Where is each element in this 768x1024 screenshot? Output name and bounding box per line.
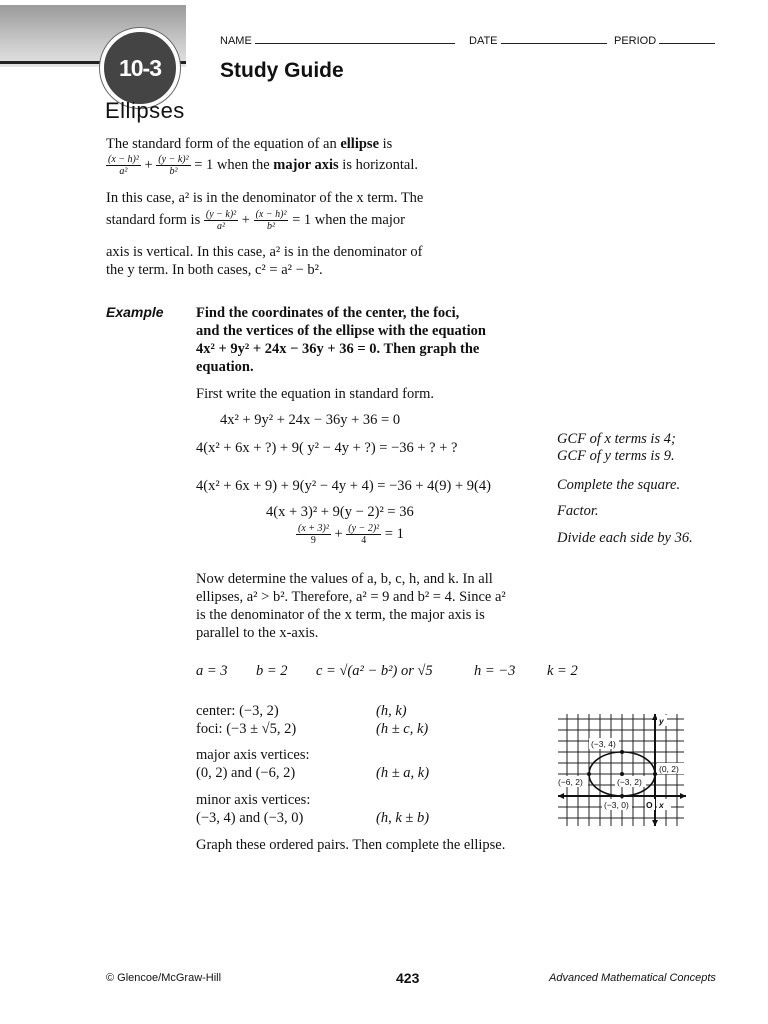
point-center bbox=[620, 772, 624, 776]
period-label: PERIOD bbox=[614, 35, 657, 47]
value-b: b = 2 bbox=[256, 663, 288, 679]
intro-line-6: the y term. In both cases, c² = a² − b². bbox=[106, 262, 323, 278]
result-major-formula: (h ± a, k) bbox=[376, 765, 430, 781]
footer-copyright: © Glencoe/McGraw-Hill bbox=[106, 972, 222, 984]
date-line[interactable] bbox=[501, 33, 607, 44]
page-title: Study Guide bbox=[220, 59, 344, 82]
equation-1: 4x² + 9y² + 24x − 36y + 36 = 0 bbox=[220, 412, 401, 428]
date-label: DATE bbox=[469, 35, 498, 47]
result-minor-vertices: minor axis vertices: (−3, 4) and (−3, 0) bbox=[196, 792, 311, 826]
page-number: 423 bbox=[396, 970, 420, 986]
x-axis-arrow bbox=[680, 793, 686, 799]
note-complete-square: Complete the square. bbox=[557, 477, 681, 493]
intro-line-1: The standard form of the equation of an ellipse is bbox=[106, 136, 393, 152]
intro-line-2: $\frac{\text{(x − h)²}}{\text{a²}}$ + $\frac{\text{(y − k)²}}{\text{b²}}$ = 1 when the major axis is horizontal. bbox=[108, 154, 419, 177]
result-center-foci-formula: (h, k) (h ± c, k) bbox=[376, 703, 429, 737]
value-c: c = √(a² − b²) or √5 bbox=[316, 663, 433, 679]
intro-line-5: axis is vertical. In this case, a² is in the denominator of bbox=[106, 244, 423, 260]
name-field bbox=[220, 33, 455, 47]
note-gcf: GCF of x terms is 4; GCF of y terms is 9. bbox=[557, 431, 676, 464]
origin-label: O bbox=[646, 800, 653, 810]
value-k: k = 2 bbox=[547, 663, 578, 679]
example-prompt: Find the coordinates of the center, the foci, and the vertices of the ellipse with the equation 4x² + 9y² + 24x − 36y + 36 = 0. Then graph the equation. bbox=[196, 305, 486, 375]
intro-line-4: standard form is $\frac{\text{(y − k)²}}{\text{a²}}$ + $\frac{\text{(x − h)²}}{\text{b²}}$ = 1 when the major bbox=[106, 209, 405, 232]
note-factor: Factor. bbox=[557, 503, 599, 519]
lesson-title: Ellipses bbox=[105, 98, 185, 123]
period-line[interactable] bbox=[659, 33, 715, 44]
lesson-badge: 10-3 bbox=[100, 28, 180, 108]
name-label: NAME bbox=[220, 35, 252, 47]
value-a: a = 3 bbox=[196, 663, 228, 679]
point-major-right bbox=[653, 772, 657, 776]
equation-2: 4(x² + 6x + ?) + 9( y² − 4y + ?) = −36 + ? + ? bbox=[196, 440, 458, 456]
period-field bbox=[614, 33, 715, 47]
y-axis-label: y bbox=[659, 716, 664, 726]
equation-4: 4(x + 3)² + 9(y − 2)² = 36 bbox=[266, 504, 414, 520]
label-0-2: (0, 2) bbox=[659, 764, 679, 774]
label-minus3-4: (−3, 4) bbox=[591, 739, 616, 749]
y-axis-arrow-down bbox=[652, 820, 658, 826]
x-axis-arrow-left bbox=[558, 793, 564, 799]
intro-line-3: In this case, a² is in the denominator of the x term. The bbox=[106, 190, 424, 206]
example-label: Example bbox=[106, 304, 164, 320]
note-divide: Divide each side by 36. bbox=[557, 530, 693, 546]
values-paragraph: Now determine the values of a, b, c, h, and k. In all ellipses, a² > b². Therefore, a² = 9 and b² = 4. Since a² is the denominator of the x term, the major axis is parallel to the x-axis. bbox=[196, 571, 506, 641]
ellipse-graph bbox=[556, 712, 688, 828]
x-axis-label: x bbox=[659, 800, 664, 810]
result-minor-formula: (h, k ± b) bbox=[376, 810, 430, 826]
point-major-left bbox=[587, 772, 591, 776]
equation-5: $\frac{\text{(x + 3)²}}{9}$ + $\frac{\text{(y − 2)²}}{4}$ = 1 bbox=[298, 523, 404, 546]
point-minor-bottom bbox=[620, 794, 624, 798]
name-line[interactable] bbox=[255, 33, 455, 44]
equation-3: 4(x² + 6x + 9) + 9(y² − 4y + 4) = −36 + 4(9) + 9(4) bbox=[196, 478, 491, 494]
step-intro: First write the equation in standard form. bbox=[196, 386, 434, 402]
value-h: h = −3 bbox=[474, 663, 516, 679]
result-major-vertices: major axis vertices: (0, 2) and (−6, 2) bbox=[196, 747, 310, 781]
point-minor-top bbox=[620, 750, 624, 754]
footer-book-title: Advanced Mathematical Concepts bbox=[549, 972, 716, 984]
date-field bbox=[469, 33, 607, 47]
result-center-foci: center: (−3, 2) foci: (−3 ± √5, 2) bbox=[196, 703, 297, 737]
label-minus3-0: (−3, 0) bbox=[604, 800, 629, 810]
closing-line: Graph these ordered pairs. Then complete the ellipse. bbox=[196, 837, 506, 853]
label-minus6-2: (−6, 2) bbox=[558, 777, 583, 787]
label-minus3-2: (−3, 2) bbox=[617, 777, 642, 787]
